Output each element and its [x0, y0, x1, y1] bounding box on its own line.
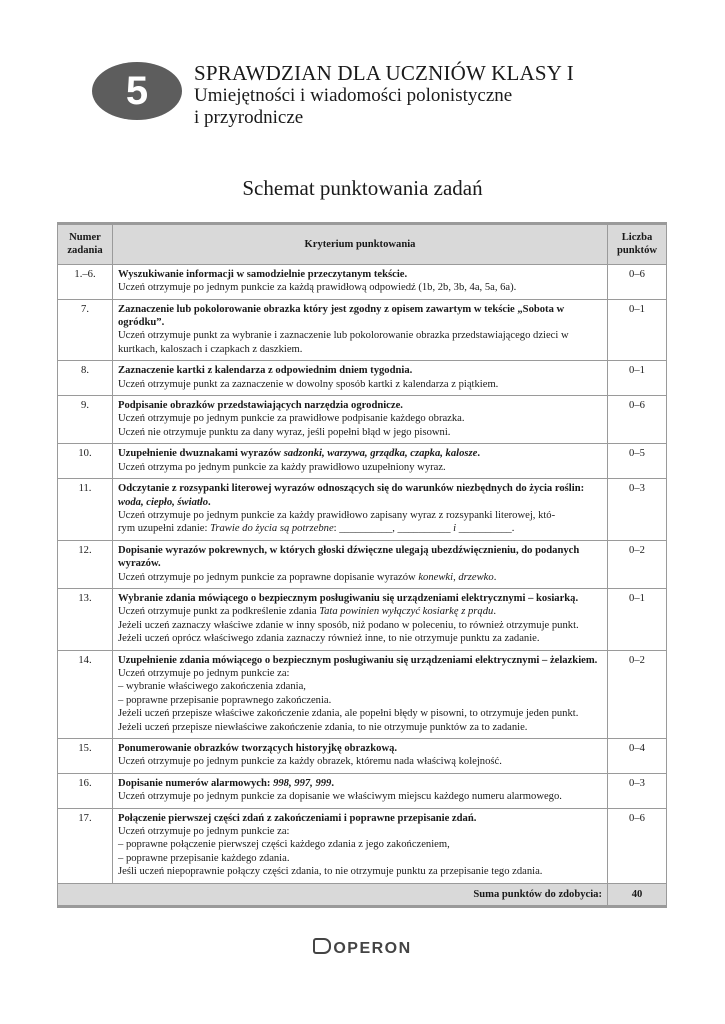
task-number: 12.	[58, 540, 113, 588]
task-points: 0–2	[608, 540, 667, 588]
criterion-line: Jeżeli uczeń oprócz właściwego zdania zaznaczy również inne, to nie otrzymuje punktu za zadanie.	[118, 633, 540, 645]
criterion-title: Podpisanie obrazków przedstawiających narzędzia ogrodnicze.	[118, 400, 403, 412]
table-row	[58, 444, 667, 479]
publisher-logo: OPERON	[0, 938, 725, 958]
task-criterion	[113, 361, 608, 396]
task-number: 14.	[58, 650, 113, 738]
task-number: 10.	[58, 444, 113, 479]
criterion-line: Jeżeli uczeń przepisze właściwe zakończenie zdania, ale popełni błędy w pisowni, to otrzymuje jeden punkt.	[118, 708, 579, 720]
criterion-line: – wybranie właściwego zakończenia zdania,	[118, 681, 306, 693]
criterion-line: rym uzupełni zdanie: Trawie do życia są potrzebne: __________, __________ i __________.	[118, 523, 515, 535]
table-row	[58, 739, 667, 774]
column-header-criterion: Kryterium punktowania	[113, 224, 608, 265]
criterion-title: Dopisanie wyrazów pokrewnych, w których głoski dźwięczne ulegają ubezdźwięcznieniu, do podanych wyrazów.	[118, 544, 580, 570]
task-criterion	[113, 479, 608, 541]
table-row	[58, 299, 667, 361]
criterion-line: Uczeń otrzymuje punkt za podkreślenie zdania Tata powinien wyłączyć kosiarkę z prądu.	[118, 606, 496, 618]
table-header-row	[58, 224, 667, 265]
table-row	[58, 588, 667, 650]
column-header-number: Numer zadania	[58, 224, 113, 265]
task-criterion	[113, 739, 608, 774]
criterion-title: Dopisanie numerów alarmowych: 998, 997, 999.	[118, 777, 334, 789]
task-criterion	[113, 650, 608, 738]
criterion-line: Uczeń otrzymuje po jednym punkcie za każdy prawidłowo zapisany wyraz z rozsypanki literowej, któ-	[118, 509, 556, 521]
task-criterion	[113, 444, 608, 479]
criterion-title: Wybranie zdania mówiącego o bezpiecznym posługiwaniu się urządzeniami elektrycznymi – kosiarką.	[118, 592, 579, 604]
test-subtitle-line2: i przyrodnicze	[194, 107, 304, 128]
task-points: 0–6	[608, 396, 667, 444]
criterion-line: Uczeń otrzymuje po jednym punkcie za każdy obrazek, któremu nada właściwą kolejność.	[118, 756, 502, 768]
criterion-line: Uczeń otrzymuje po jednym punkcie za poprawne dopisanie wyrazów konewki, drzewko.	[118, 571, 497, 583]
criterion-line: Uczeń nie otrzymuje punktu za dany wyraz, jeśli popełni błąd w jego pisowni.	[118, 426, 451, 438]
criterion-line: Uczeń otrzymuje po jednym punkcie za dopisanie we właściwym miejscu każdego numeru alarmowego.	[118, 791, 562, 803]
criterion-line: Jeżeli uczeń zaznaczy właściwe zdanie w inny sposób, niż podano w poleceniu, to również otrzymuje punkt.	[118, 619, 579, 631]
task-criterion	[113, 396, 608, 444]
table-row	[58, 773, 667, 808]
table-row	[58, 264, 667, 299]
criterion-line: – poprawne przepisanie każdego zdania.	[118, 852, 290, 864]
task-number: 1.–6.	[58, 264, 113, 299]
criterion-title: Uzupełnienie dwuznakami wyrazów sadzonki, warzywa, grządka, czapka, kalosze.	[118, 448, 480, 460]
table-row	[58, 540, 667, 588]
test-number-badge	[92, 62, 182, 120]
schema-title: Schemat punktowania zadań	[242, 176, 483, 200]
sum-label: Suma punktów do zdobycia:	[58, 883, 608, 906]
criterion-line: Uczeń otrzymuje po jednym punkcie za każdą prawidłową odpowiedź (1b, 2b, 3b, 4a, 5a, 6a).	[118, 282, 517, 294]
criterion-line: Uczeń otrzymuje po jednym punkcie za:	[118, 667, 290, 679]
task-criterion	[113, 808, 608, 883]
task-points: 0–3	[608, 479, 667, 541]
criterion-title: Wyszukiwanie informacji w samodzielnie przeczytanym tekście.	[118, 268, 408, 280]
criterion-line: Uczeń otrzyma po jednym punkcie za każdy prawidłowo uzupełniony wyraz.	[118, 461, 446, 473]
criterion-title: Ponumerowanie obrazków tworzących historyjkę obrazkową.	[118, 743, 398, 754]
task-criterion	[113, 540, 608, 588]
criterion-line: Jeśli uczeń niepoprawnie połączy części zdania, to nie otrzymuje punktu za przepisanie tego zdania.	[118, 866, 543, 878]
task-points: 0–1	[608, 588, 667, 650]
criterion-line: Uczeń otrzymuje po jednym punkcie za prawidłowe podpisanie każdego obrazka.	[118, 413, 465, 425]
criterion-line: Uczeń otrzymuje punkt za zaznaczenie w dowolny sposób kartki z kalendarza z piątkiem.	[118, 378, 499, 390]
criterion-line: Jeżeli uczeń przepisze niewłaściwe zakończenie zdania, to nie otrzymuje punktów za to zadanie.	[118, 721, 528, 733]
criterion-title: Zaznaczenie kartki z kalendarza z odpowiednim dniem tygodnia.	[118, 365, 413, 377]
task-number: 7.	[58, 299, 113, 361]
task-points: 0–1	[608, 361, 667, 396]
table-row	[58, 361, 667, 396]
test-subtitle-line1: Umiejętności i wiadomości polonistyczne	[194, 85, 513, 106]
test-title: SPRAWDZIAN DLA UCZNIÓW KLASY I	[194, 61, 574, 85]
task-criterion	[113, 299, 608, 361]
criterion-title: Połączenie pierwszej części zdań z zakończeniami i poprawne przepisanie zdań.	[118, 812, 477, 824]
task-number: 9.	[58, 396, 113, 444]
criterion-title: Odczytanie z rozsypanki literowej wyrazów odnoszących się do warunków niezbędnych do życia roślin: woda, ciepło, światło.	[118, 483, 585, 508]
task-points: 0–6	[608, 264, 667, 299]
criterion-title: Zaznaczenie lub pokolorowanie obrazka który jest zgodny z opisem zawartym w tekście „Sobota w ogródku”.	[118, 303, 565, 329]
task-points: 0–1	[608, 299, 667, 361]
task-number: 13.	[58, 588, 113, 650]
task-criterion	[113, 264, 608, 299]
criterion-line: – poprawne połączenie pierwszej części każdego zdania z jego zakończeniem,	[118, 839, 450, 851]
task-points: 0–5	[608, 444, 667, 479]
criterion-line: – poprawne przepisanie poprawnego zakończenia.	[118, 694, 332, 706]
task-number: 15.	[58, 739, 113, 774]
column-header-points: Liczba punktów	[608, 224, 667, 265]
criterion-line: Uczeń otrzymuje punkt za wybranie i zaznaczenie lub pokolorowanie obrazka przedstawiającego dzieci w kurtkach, kaloszach i czapkach z daszkiem.	[118, 330, 569, 355]
test-number: 5	[125, 69, 149, 113]
table-row	[58, 808, 667, 883]
criterion-title: Uzupełnienie zdania mówiącego o bezpiecznym posługiwaniu się urządzeniami elektrycznymi – żelazkiem.	[118, 654, 598, 666]
task-number: 16.	[58, 773, 113, 808]
sum-value: 40	[608, 883, 667, 906]
table-row	[58, 396, 667, 444]
task-number: 8.	[58, 361, 113, 396]
sum-row	[58, 883, 667, 906]
table-row	[58, 479, 667, 541]
task-points: 0–6	[608, 808, 667, 883]
table-row	[58, 650, 667, 738]
task-points: 0–4	[608, 739, 667, 774]
page-header	[194, 62, 574, 129]
publisher-logo-icon	[313, 938, 331, 954]
task-points: 0–2	[608, 650, 667, 738]
task-criterion	[113, 588, 608, 650]
criterion-line: Uczeń otrzymuje po jednym punkcie za:	[118, 826, 290, 838]
task-criterion	[113, 773, 608, 808]
task-number: 11.	[58, 479, 113, 541]
scoring-table	[57, 222, 667, 908]
task-points: 0–3	[608, 773, 667, 808]
task-number: 17.	[58, 808, 113, 883]
